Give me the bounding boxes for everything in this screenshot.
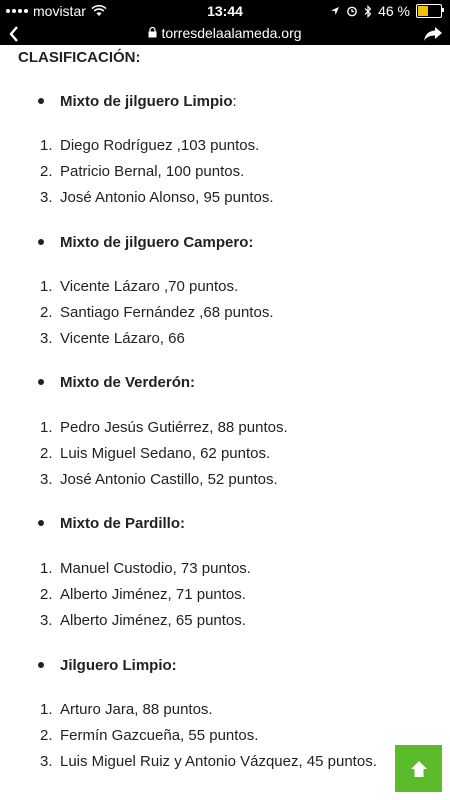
bullet-icon bbox=[38, 379, 44, 385]
list-item: 2. Santiago Fernández ,68 puntos. bbox=[40, 304, 274, 321]
page-heading: CLASIFICACIÓN: bbox=[18, 49, 141, 66]
list-item: 2. Alberto Jiménez, 71 puntos. bbox=[40, 586, 246, 603]
status-bar bbox=[0, 0, 450, 22]
list-item: 2. Luis Miguel Sedano, 62 puntos. bbox=[40, 445, 271, 462]
share-arrow-icon bbox=[423, 25, 443, 43]
carrier-name: movistar bbox=[33, 3, 86, 19]
section-title: Jilguero Limpio: bbox=[38, 657, 177, 674]
browser-toolbar bbox=[0, 22, 450, 45]
bullet-icon bbox=[38, 662, 44, 668]
list-item: 3. José Antonio Alonso, 95 puntos. bbox=[40, 189, 274, 206]
list-item: 1. Diego Rodríguez ,103 puntos. bbox=[40, 137, 260, 154]
url-text: torresdelaalameda.org bbox=[161, 25, 302, 41]
bluetooth-icon bbox=[364, 5, 372, 18]
lock-icon bbox=[148, 27, 157, 41]
list-item: 2. Patricio Bernal, 100 puntos. bbox=[40, 163, 245, 180]
list-item: 3. Vicente Lázaro, 66 bbox=[40, 330, 185, 347]
address-bar[interactable] bbox=[0, 25, 450, 41]
section-title: Mixto de jilguero Limpio: bbox=[38, 93, 237, 110]
list-item: 3. Luis Miguel Ruiz y Antonio Vázquez, 45 puntos. bbox=[40, 753, 377, 770]
status-icons bbox=[330, 3, 442, 19]
bullet-icon bbox=[38, 98, 44, 104]
list-item: 3. José Antonio Castillo, 52 puntos. bbox=[40, 471, 278, 488]
battery-percent: 46 % bbox=[378, 3, 410, 19]
arrow-up-icon bbox=[409, 759, 429, 779]
list-item: 1. Pedro Jesús Gutiérrez, 88 puntos. bbox=[40, 419, 288, 436]
section-title: Mixto de Verderón: bbox=[38, 374, 195, 391]
list-item: 1. Arturo Jara, 88 puntos. bbox=[40, 701, 213, 718]
section-title: Mixto de jilguero Campero: bbox=[38, 234, 253, 251]
list-item: 2. Fermín Gazcueña, 55 puntos. bbox=[40, 727, 259, 744]
list-item: 3. Alberto Jiménez, 65 puntos. bbox=[40, 612, 246, 629]
battery-icon bbox=[416, 4, 442, 18]
location-arrow-icon bbox=[330, 6, 340, 16]
clock: 13:44 bbox=[207, 3, 243, 19]
scroll-to-top-button[interactable] bbox=[395, 745, 442, 792]
alarm-icon bbox=[346, 5, 358, 17]
list-item: 1. Vicente Lázaro ,70 puntos. bbox=[40, 278, 239, 295]
section-title: Mixto de Pardillo: bbox=[38, 515, 185, 532]
bullet-icon bbox=[38, 239, 44, 245]
bullet-icon bbox=[38, 520, 44, 526]
list-item: 1. Manuel Custodio, 73 puntos. bbox=[40, 560, 251, 577]
share-button[interactable] bbox=[422, 23, 444, 45]
